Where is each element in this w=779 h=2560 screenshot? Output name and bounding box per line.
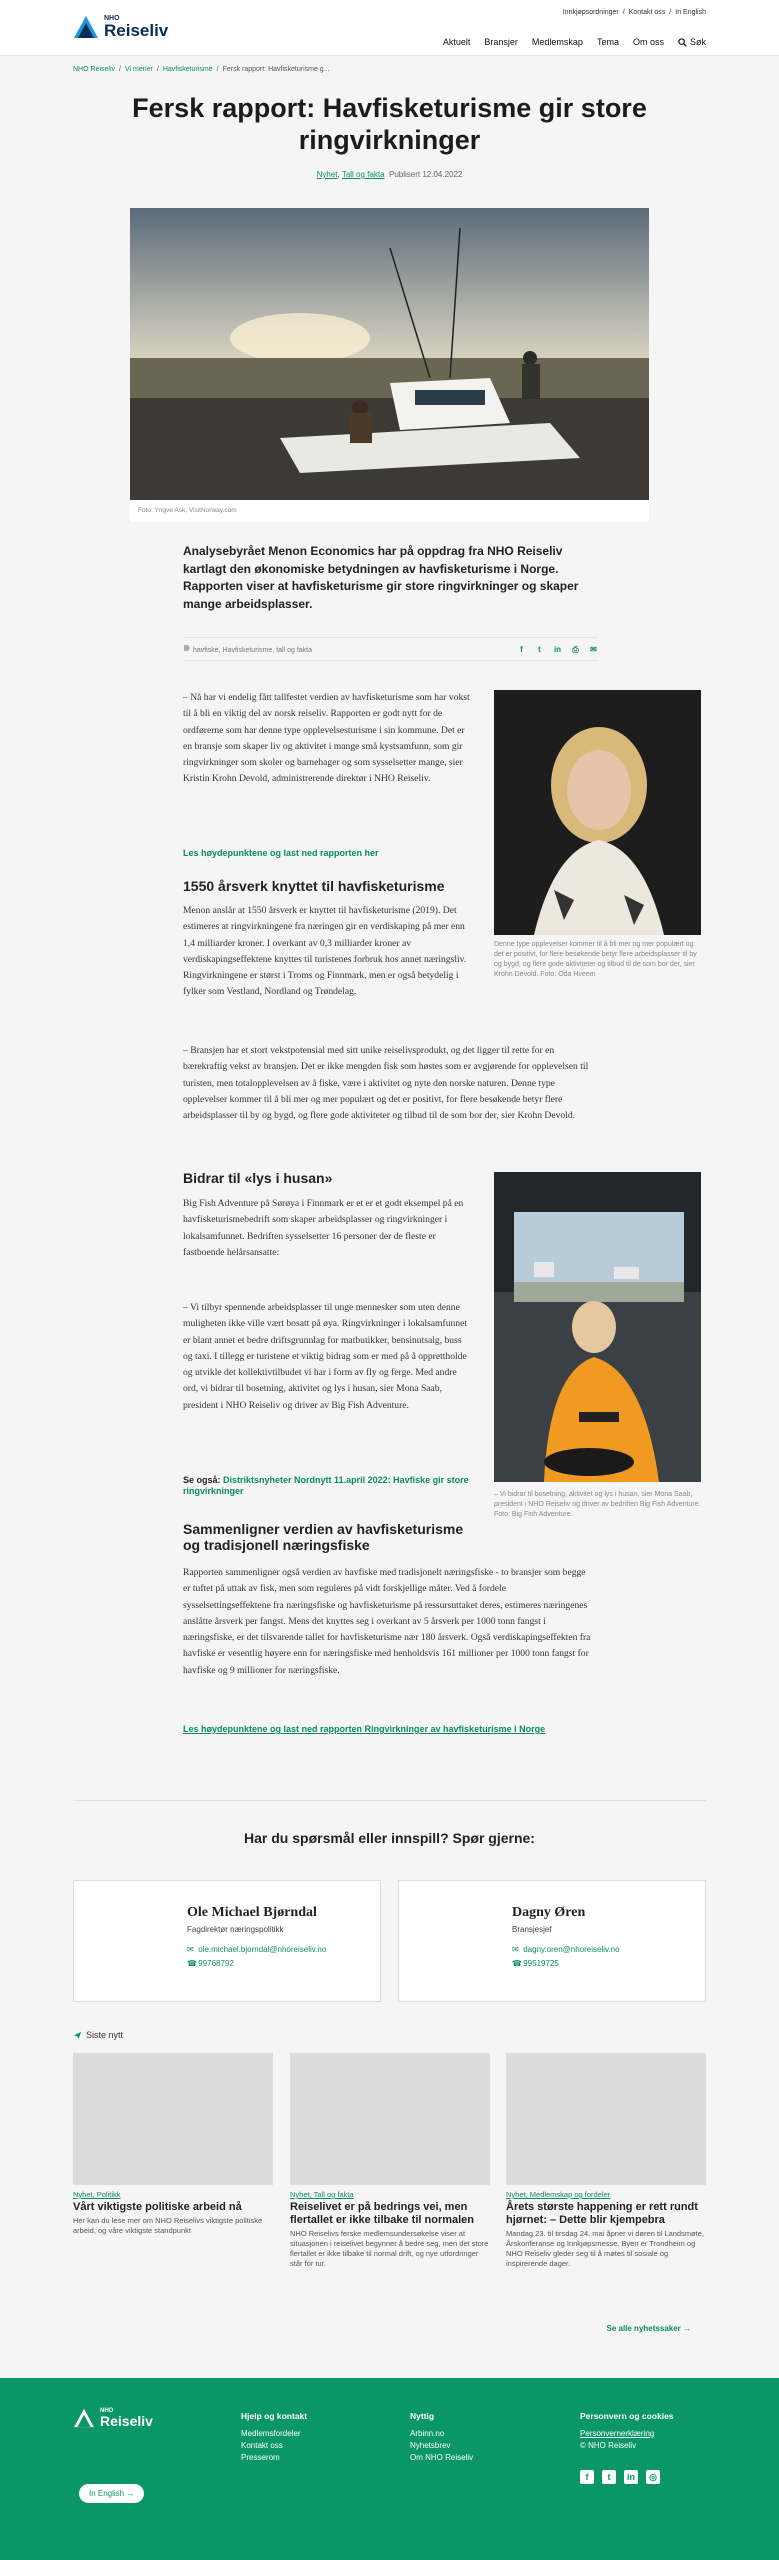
news-excerpt: Mandag 23. til tirsdag 24. mai åpner vi døren til Landsmøte, Årskonferanse og Innkjøpsmesse. Byen er Trondheim og NHO Reiseliv gleder seg til å møtes til sosiale og inspirerende dager. xyxy=(506,2229,705,2268)
instagram-icon[interactable]: ◎ xyxy=(646,2470,660,2484)
article-lead: Analysebyrået Menon Economics har på oppdrag fra NHO Reiseliv kartlagt den økonomiske betydningen av havfisketurisme i Norge. Rapporten viser at havfisketurisme gir store ringvirkninger og skaper mange arbeidsplasser. xyxy=(183,544,579,611)
fishing-boat-image xyxy=(130,208,649,500)
see-also-link[interactable]: Distriktsnyheter Nordnytt 11.april 2022: Havfiske gir store ringvirkninger xyxy=(183,1475,469,1496)
search-icon xyxy=(678,38,687,47)
see-all-news-link[interactable]: Se alle nyhetssaker → xyxy=(606,2324,691,2333)
breadcrumb: NHO Reiseliv / Vi mener / Havfisketurisme / Fersk rapport: Havfisketurisme g... xyxy=(73,66,330,73)
contact-role: Fagdirektør næringspolitikk xyxy=(187,1925,284,1934)
paper-plane-icon xyxy=(73,2031,82,2040)
logo-icon xyxy=(73,15,99,39)
paragraph-vekstpotensial: – Bransjen har et stort vekstpotensial med sitt unike reiselivsprodukt, og det ligger til rette for en bærekraftig vekst av bransjen. Det er ikke mengden fisk som høstes som er avgjørende for opplevelsen til turisten, men totalopplevelsen av å fiske, være i aktivitet og nyte den norske naturen. Denne type opplevelser kommer til å bli mer og mer populært og det er positivt, for flere besøkende betyr flere arbeidsplasser til by og bygd, og flere gode aktiviteter og tilbud til de som bor der, sier Krohn Devold. xyxy=(183,1045,589,1122)
news-thumbnail xyxy=(290,2053,490,2185)
logo-small-text: NHO xyxy=(104,15,120,22)
news-thumbnail xyxy=(73,2053,273,2185)
twitter-icon[interactable]: t xyxy=(602,2470,616,2484)
news-card[interactable] xyxy=(506,2053,706,2269)
see-also-label: Se også: xyxy=(183,1475,221,1485)
top-links xyxy=(563,9,706,16)
logo-small-text: NHO xyxy=(100,2408,114,2414)
nav-bransjer[interactable]: Bransjer xyxy=(484,37,518,47)
heading-lys-i-husan: Bidrar til «lys i husan» xyxy=(183,1170,333,1186)
footer-link[interactable]: Nyhetsbrev xyxy=(410,2441,451,2450)
footer-heading: Personvern og cookies xyxy=(580,2411,674,2421)
site-header xyxy=(0,0,779,56)
separator: / xyxy=(669,9,672,16)
footer-link[interactable]: Medlemsfordeler xyxy=(241,2429,301,2438)
tag-nyhet[interactable]: Nyhet xyxy=(316,170,338,179)
breadcrumb-item[interactable]: Havfisketurisme xyxy=(162,66,213,73)
logo-big-text: Reiseliv xyxy=(100,2413,153,2429)
breadcrumb-item[interactable]: NHO Reiseliv xyxy=(73,66,116,73)
copyright: © NHO Reiseliv xyxy=(580,2441,637,2450)
phone-icon: ☎ xyxy=(187,1959,197,1968)
footer-col-help xyxy=(241,2410,307,2464)
contact-name: Ole Michael Bjørndal xyxy=(187,1905,317,1920)
breadcrumb-current: Fersk rapport: Havfisketurisme g... xyxy=(222,66,330,73)
paragraph-arsverk: Menon anslår at 1550 årsverk er knyttet til havfisketurisme (2019). Det estimeres at ringvirkningene fra næringen gir en verdiskaping på mer enn 1,4 milliarder kroner. I overkant av 0,3 milliarder kroner av verdiskapingseffektene knyttes til turistenes forbruk hos annet næringsliv. Ringvirkningene er størst i Troms og Finnmark, men er også betydelig i fylker som Vestland, Nordland og Trøndelag. xyxy=(183,905,467,998)
portrait-mona-saab xyxy=(494,1172,701,1482)
nav-aktuelt[interactable]: Aktuelt xyxy=(442,37,471,47)
paragraph-big-fish: Big Fish Adventure på Sørøya i Finnmark er et er et godt eksempel på en havfisketurismebedrift som skaper arbeidsplasser og ringvirkninger i lokalsamfunnet. Bedriften sysselsetter 16 personer der de fleste er fastboende helårsansatte: xyxy=(183,1198,464,1258)
article-meta: Nyhet, Tall og fakta Publisert 12.04.2022 xyxy=(316,170,463,179)
search-button[interactable] xyxy=(678,37,706,47)
arrow-right-icon: → xyxy=(683,2324,691,2333)
tag-icon xyxy=(183,644,191,652)
news-title[interactable]: Vårt viktigste politiske arbeid nå xyxy=(73,2201,242,2213)
caption-portrait-2: – Vi bidrar til bosetning, aktivitet og lys i husan, sier Mona Saab, president i NHO Reiseliv og driver av bedriften Big Fish Adventure. Foto: Big Fish Adventure. xyxy=(494,1491,701,1518)
news-title[interactable]: Reiselivet er på bedrings vei, men flertallet er ikke tilbake til normalen xyxy=(290,2201,475,2226)
nav-om-oss[interactable]: Om oss xyxy=(632,37,664,47)
site-footer xyxy=(0,2378,779,2560)
report-link-2[interactable]: Les høydepunktene og last ned rapporten Ringvirkninger av havfisketurisme i Norge xyxy=(183,1724,546,1734)
contact-phone[interactable]: ☎ 99768792 xyxy=(187,1959,234,1968)
news-tags[interactable]: Nyhet, Tall og fakta xyxy=(290,2190,354,2199)
footer-link[interactable]: Presserom xyxy=(241,2453,280,2462)
email-icon[interactable]: ✉ xyxy=(590,644,597,654)
contact-role: Bransjesjef xyxy=(512,1925,552,1934)
main-nav xyxy=(443,37,706,47)
arrow-right-icon: → xyxy=(126,2489,135,2498)
news-thumbnail xyxy=(506,2053,706,2185)
boat-portrait-image xyxy=(494,1172,701,1482)
link-kontakt[interactable]: Kontakt oss xyxy=(628,9,666,16)
footer-link[interactable]: Arbinn.no xyxy=(410,2429,445,2438)
separator: / xyxy=(622,9,625,16)
contact-name: Dagny Øren xyxy=(512,1905,586,1920)
footer-heading: Hjelp og kontakt xyxy=(241,2411,308,2421)
logo-icon xyxy=(73,2408,95,2428)
contact-phone[interactable]: ☎ 99519725 xyxy=(512,1959,559,1968)
hero-caption: Foto: Yngve Ask, VisitNorway.com xyxy=(130,500,649,522)
mail-icon: ✉ xyxy=(187,1945,194,1954)
contact-heading: Har du spørsmål eller innspill? Spør gjerne: xyxy=(244,1830,535,1846)
hero-image xyxy=(130,208,649,500)
print-icon[interactable]: ⎙ xyxy=(572,644,579,654)
footer-heading: Nyttig xyxy=(410,2411,435,2421)
heading-arsverk: 1550 årsverk knyttet til havfisketurisme xyxy=(183,878,445,894)
linkedin-icon[interactable]: in xyxy=(553,644,562,654)
breadcrumb-item[interactable]: Vi mener xyxy=(124,66,153,73)
language-button[interactable]: In English → xyxy=(79,2484,144,2503)
latest-news-heading: Siste nytt xyxy=(73,2030,123,2040)
see-also xyxy=(183,1475,473,1497)
footer-link[interactable]: Kontakt oss xyxy=(241,2441,283,2450)
keywords-row xyxy=(183,637,598,661)
paragraph-quote-saab: – Vi tilbyr spennende arbeidsplasser til unge mennesker som uten denne muligheten ikke ville vært bosatt på øya. Ringvirkninger i lokalsamfunnet er blant annet et bedre driftsgrunnlag for matbutikker, bensinutsalg, buss og taxi. I tillegg er turistene et viktig bidrag som er med på å opprettholde og utvikle det kollektivtilbudet vi har i form av fly og ferge. Med andre ord, vi bidrar til bosetning, aktivitet og lys i husan, sier Mona Saab, president i NHO Reiseliv og driver av Big Fish Adventure. xyxy=(183,1302,468,1411)
news-excerpt: Her kan du lese mer om NHO Reiselivs viktigste politiske arbeid, og våre viktigste standpunkt xyxy=(73,2216,263,2235)
footer-link[interactable]: Om NHO Reiseliv xyxy=(410,2453,474,2462)
news-tags[interactable]: Nyhet, Politikk xyxy=(73,2190,121,2199)
footer-col-privacy xyxy=(580,2410,674,2452)
linkedin-icon[interactable]: in xyxy=(624,2470,638,2484)
mail-icon: ✉ xyxy=(512,1945,519,1954)
nav-tema[interactable]: Tema xyxy=(596,37,619,47)
logo-big-text: Reiseliv xyxy=(104,21,169,40)
contact-email[interactable]: ✉ ole.michael.bjorndal@nhoreiseliv.no xyxy=(187,1945,327,1954)
contact-card xyxy=(73,1880,381,2002)
contact-card xyxy=(398,1880,706,2002)
paragraph-intro: – Nå har vi endelig fått tallfestet verdien av havfisketurisme som har vokst til å bli en viktig del av norsk reiseliv. Rapporten er godt nytt for de ordførerne som har denne type opplevelsesturisme i sin kommune. Det er en bransje som skaper liv og aktivitet i mange små kystsamfunn, som gir ringvirkninger som skoler og barnehager og som sysselsetter mange, sier Kristin Krohn Devold, administrerende direktør i NHO Reiseliv. xyxy=(183,692,470,785)
link-innkjop[interactable]: Innkjøpsordninger xyxy=(562,9,619,16)
page-title: Fersk rapport: Havfisketurisme gir store ringvirkninger xyxy=(132,93,647,155)
news-excerpt: NHO Reiselivs ferske medlemsundersøkelse viser at situasjonen i reiselivet begynner å bedre seg, men det store flertallet er ikke tilbake til normal drift, og nye utfordringer står for tur. xyxy=(290,2229,489,2268)
published-date: Publisert 12.04.2022 xyxy=(388,170,463,179)
news-card[interactable] xyxy=(73,2053,273,2236)
social-links xyxy=(580,2470,660,2484)
phone-icon: ☎ xyxy=(512,1959,522,1968)
facebook-icon[interactable]: f xyxy=(520,644,523,654)
news-title[interactable]: Årets største happening er rett rundt hjørnet: – Dette blir kjempebra xyxy=(506,2201,698,2226)
contact-email[interactable]: ✉ dagny.oren@nhoreiseliv.no xyxy=(512,1945,620,1954)
footer-logo[interactable] xyxy=(73,2408,153,2428)
keywords: havfiske, Havfisketurisme, tall og fakta xyxy=(183,644,312,654)
nav-medlemskap[interactable]: Medlemskap xyxy=(531,37,583,47)
link-english[interactable]: In English xyxy=(675,9,706,16)
footer-col-useful xyxy=(410,2410,473,2464)
site-logo[interactable] xyxy=(73,15,168,39)
privacy-link[interactable]: Personvernerklæring xyxy=(580,2429,655,2438)
twitter-icon[interactable]: t xyxy=(538,644,541,654)
news-tags[interactable]: Nyhet, Medlemskap og fordeler xyxy=(506,2190,611,2199)
heading-sammenligner: Sammenligner verdien av havfisketurisme og tradisjonell næringsfiske xyxy=(183,1521,464,1553)
news-card[interactable] xyxy=(290,2053,490,2269)
report-link[interactable]: Les høydepunktene og last ned rapporten her xyxy=(183,848,379,858)
divider xyxy=(73,1800,706,1801)
search-label: Søk xyxy=(689,37,706,47)
share-buttons xyxy=(517,645,598,654)
tag-tall-og-fakta[interactable]: Tall og fakta xyxy=(341,170,385,179)
caption-portrait-1: Denne type opplevelser kommer til å bli mer og mer populært og det er positivt, for flere besøkende betyr flere arbeidsplasser til by og bygd, og flere gode aktiviteter og tilbud til de som bor der, sier Krohn Devold. Foto: Oda Hveem xyxy=(494,941,697,978)
facebook-icon[interactable]: f xyxy=(580,2470,594,2484)
paragraph-sammenligner: Rapporten sammenligner også verdien av havfiske med tradisjonelt næringsfiske - to bransjer som begge er tuftet på uttak av fisk, men som reguleres på vidt forskjellige måter. Ved å fordele sysselsettingseffektene fra næringsfiske og havfisketurisme på ressursuttaket deres, estimeres næringenes anslåtte årsverk per fangst. Mens det knyttes seg i overkant av 5 årsverk per 1000 tonn fangst i næringsfiske, er det tilsvarende tallet for havfisketurisme nær 180 årsverk. Også verdiskapingseffekten fra havfiske er vesentlig høyere enn for næringsfiske med henholdsvis 161 millioner per 1000 tonn fangst for havfiske og 9 millioner for næringsfiske. xyxy=(183,1567,591,1676)
portrait-image xyxy=(494,690,701,935)
portrait-krohn-devold xyxy=(494,690,701,935)
